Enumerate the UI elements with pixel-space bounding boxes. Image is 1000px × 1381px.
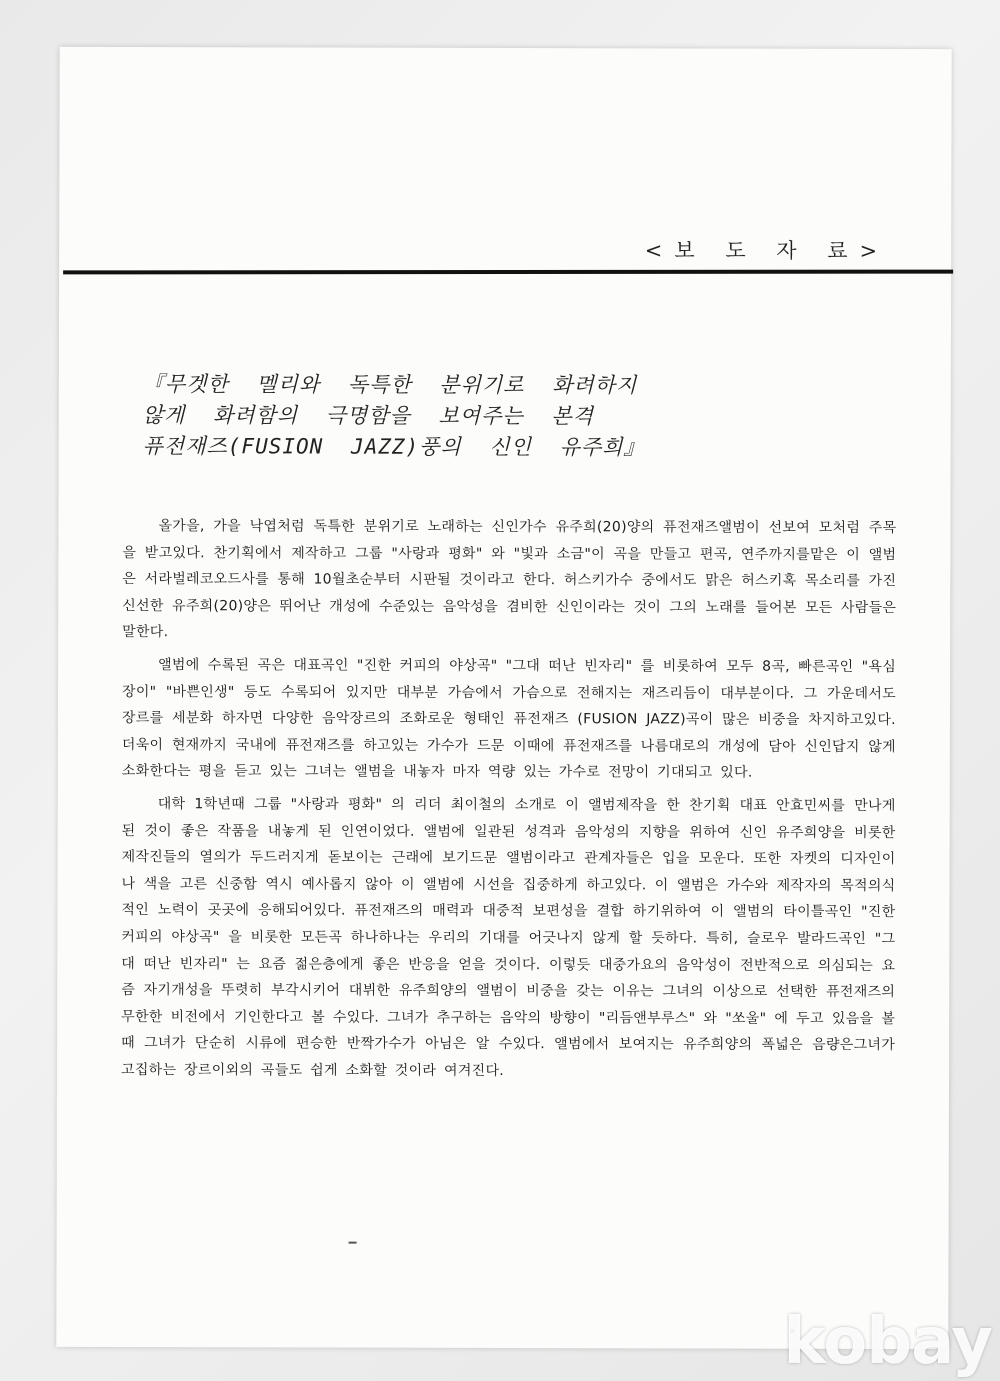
headline-line: 『무겟한 멜리와 독특한 분위기로 화려하지 — [142, 372, 638, 398]
stray-mark — [349, 1242, 357, 1244]
press-release-page — [56, 47, 951, 1349]
watermark-logo: kobay — [783, 1305, 992, 1379]
paragraph: 올가을, 가을 낙엽처럼 독특한 분위기로 노래하는 신인가수 유주희(20)양의 퓨전재즈앨범이 선보여 모처럼 주목을 받고있다. 찬기획에서 제작하고 그룹 "사랑과 평화" 와 "빛과 소금"이 곡을 만들고 편곡, 연주까지를맡은 이 앨범은 서라벌레코오드사를 통해 10월초순부터 시판될 것이라고 한다. 허스키가수 중에서도 맑은 허스키혹 목소리를 가진 신선한 유주희(20)양은 뛰어난 개성에 수준있는 음악성을 겸비한 신인이라는 것이 그의 노래를 들어본 모든 사람들은 말한다. — [122, 518, 897, 641]
headline — [143, 369, 891, 464]
headline-line: 않게 화려함의 극명함을 보여주는 본격 — [142, 403, 594, 429]
paragraph: 대학 1학년때 그룹 "사랑과 평화" 의 리더 최이철의 소개로 이 앨범제작을 한 찬기획 대표 안효민씨를 만나게 된 것이 좋은 작품을 내놓게 된 인연이었다. 앨범에 일관된 성격과 음악성의 지향을 위하여 신인 유주희양을 비롯한 제작진들의 열의가 두드러지게 돋보이는 근래에 보기드문 앨범이라고 관계자들은 입을 모운다. 또한 자켓의 디자인이나 색을 고른 신중함 역시 예사롭지 않아 이 앨범에 시선을 집중하게 하고있다. 이 앨범은 가수와 제작자의 목적의식적인 노력이 곳곳에 응해되어있다. 퓨전재즈의 매력과 대중적 보편성을 결합 하기위하여 이 앨범의 타이틀곡인 "진한 커피의 야상곡" 을 비롯한 모든곡 하나하나는 우리의 기대를 어긋나지 않게 할 듯하다. 특히, 슬로우 발라드곡인 "그대 떠난 빈자리" 는 요즘 젊은층에게 좋은 반응을 얻을 것이다. 이렇듯 대중가요의 음악성이 전반적으로 의심되는 요즘 자기개성을 뚜렷히 부각시키어 대뷔한 유주희양의 앨범이 비중을 갖는 이유는 그녀의 이상으로 선택한 퓨전재즈의 무한한 비전에서 기인한다고 볼 수있다. 그녀가 추구하는 음악의 방향이 "리듬앤부루스" 와 "쏘울" 에 두고 있음을 볼 때 그녀가 단순히 시류에 편승한 반짝가수가 아님은 알 수있다. 앨범에서 보여지는 유주희양의 폭넓은 음량은그녀가 고집하는 장르이외의 곡들도 쉽게 소화할 것이라 여겨진다. — [121, 796, 896, 1079]
document-header-title: <보 도 자 료> — [644, 238, 890, 264]
headline-line: 퓨전재즈(FUSION JAZZ)풍의 신인 유주희』 — [142, 434, 646, 460]
paragraph: 앨범에 수록된 곡은 대표곡인 "진한 커피의 야상곡" "그대 떠난 빈자리" 를 비롯하여 모두 8곡, 빠른곡인 "욕심장이" "바쁜인생" 등도 수록되어 있지만 대부분 가슴에서 가슴으로 전해지는 재즈리듬이 대부분이다. 그 가운데서도 장르를 세분화 하자면 다양한 음악장르의 조화로운 형태인 퓨전재즈 (FUSION JAZZ)곡이 많은 비중을 차지하고있다. 더욱이 현재까지 국내에 퓨전재즈를 하고있는 가수가 드문 이때에 퓨전재즈를 나름대로의 개성에 담아 신인답지 않게 소화한다는 평을 듣고 있는 그녀는 앨범을 내놓자 마자 역량 있는 가수로 전망이 기대되고 있다. — [121, 657, 897, 781]
header-rule — [63, 270, 953, 275]
body-text — [121, 513, 897, 1091]
